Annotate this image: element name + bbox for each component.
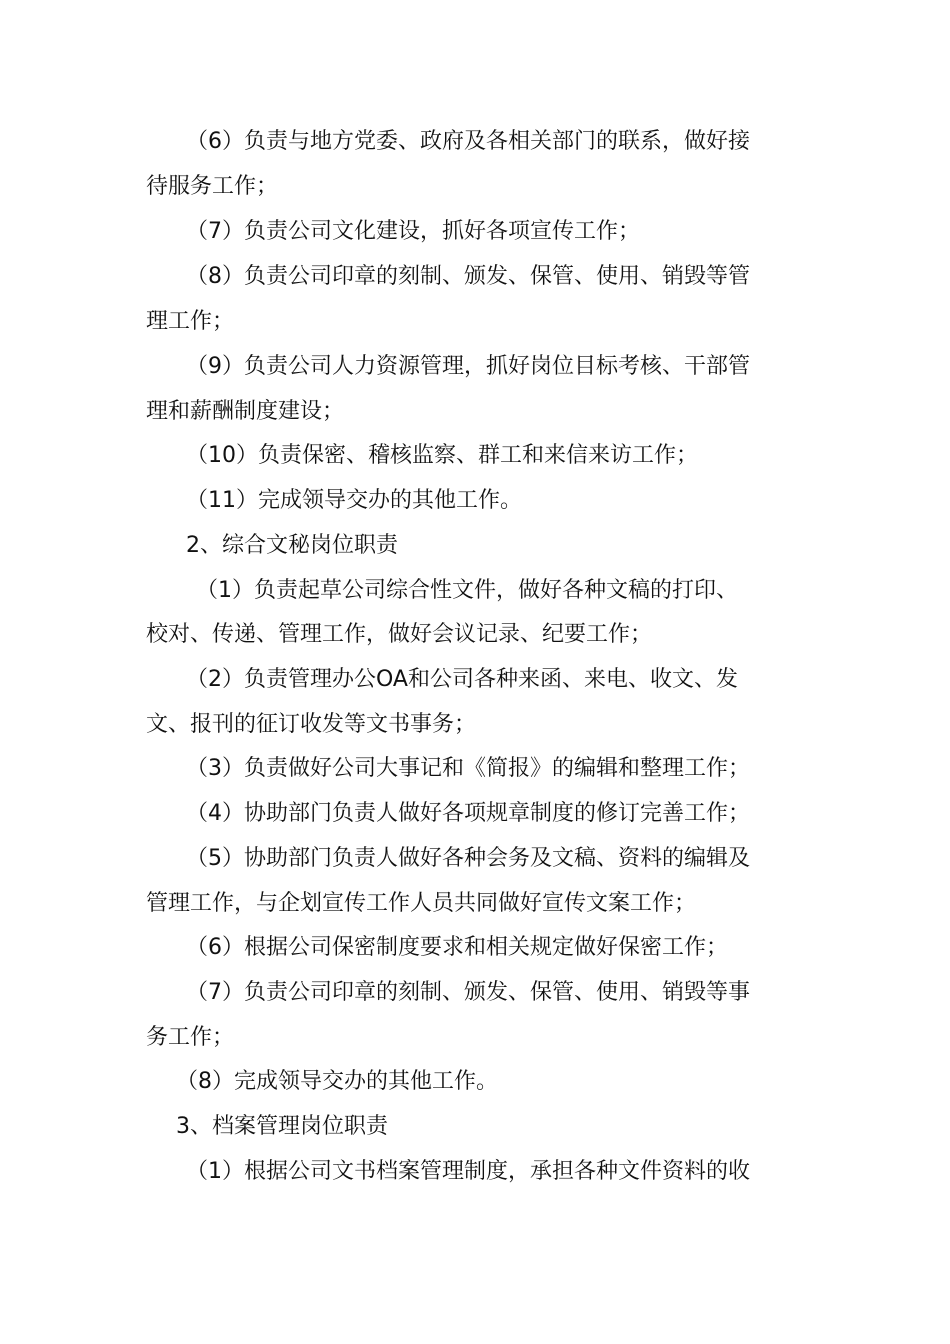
text-line: （9）负责公司人力资源管理，抓好岗位目标考核、干部管 <box>186 354 750 379</box>
text-line: 文、报刊的征订收发等文书事务； <box>146 712 477 737</box>
text-line: （2）负责管理办公OA和公司各种来函、来电、收文、发 <box>186 667 738 692</box>
text-line: （5）协助部门负责人做好各种会务及文稿、资料的编辑及 <box>186 846 750 871</box>
text-line: （6）根据公司保密制度要求和相关规定做好保密工作； <box>186 935 728 960</box>
text-line: （10）负责保密、稽核监察、群工和来信来访工作； <box>186 443 698 468</box>
text-line: （1）负责起草公司综合性文件，做好各种文稿的打印、 <box>196 578 738 603</box>
text-line: 务工作； <box>146 1025 235 1050</box>
section-heading: 3、档案管理岗位职责 <box>176 1114 388 1139</box>
text-line: 待服务工作； <box>146 174 279 199</box>
text-line: （6）负责与地方党委、政府及各相关部门的联系，做好接 <box>186 129 750 154</box>
text-line: （3）负责做好公司大事记和《简报》的编辑和整理工作； <box>186 756 750 781</box>
text-line: （8）完成领导交办的其他工作。 <box>176 1069 498 1094</box>
text-line: 理工作； <box>146 309 235 334</box>
text-line: （7）负责公司印章的刻制、颁发、保管、使用、销毁等事 <box>186 980 750 1005</box>
text-line: （4）协助部门负责人做好各项规章制度的修订完善工作； <box>186 801 750 826</box>
text-line: （7）负责公司文化建设，抓好各项宣传工作； <box>186 219 640 244</box>
text-line: （8）负责公司印章的刻制、颁发、保管、使用、销毁等管 <box>186 264 750 289</box>
text-line: 管理工作，与企划宣传工作人员共同做好宣传文案工作； <box>146 891 697 916</box>
text-line: 理和薪酬制度建设； <box>146 399 345 424</box>
text-line: （11）完成领导交办的其他工作。 <box>186 488 522 513</box>
section-heading: 2、综合文秘岗位职责 <box>186 533 398 558</box>
text-line: 校对、传递、管理工作，做好会议记录、纪要工作； <box>146 622 653 647</box>
text-line: （1）根据公司文书档案管理制度，承担各种文件资料的收 <box>186 1159 750 1184</box>
